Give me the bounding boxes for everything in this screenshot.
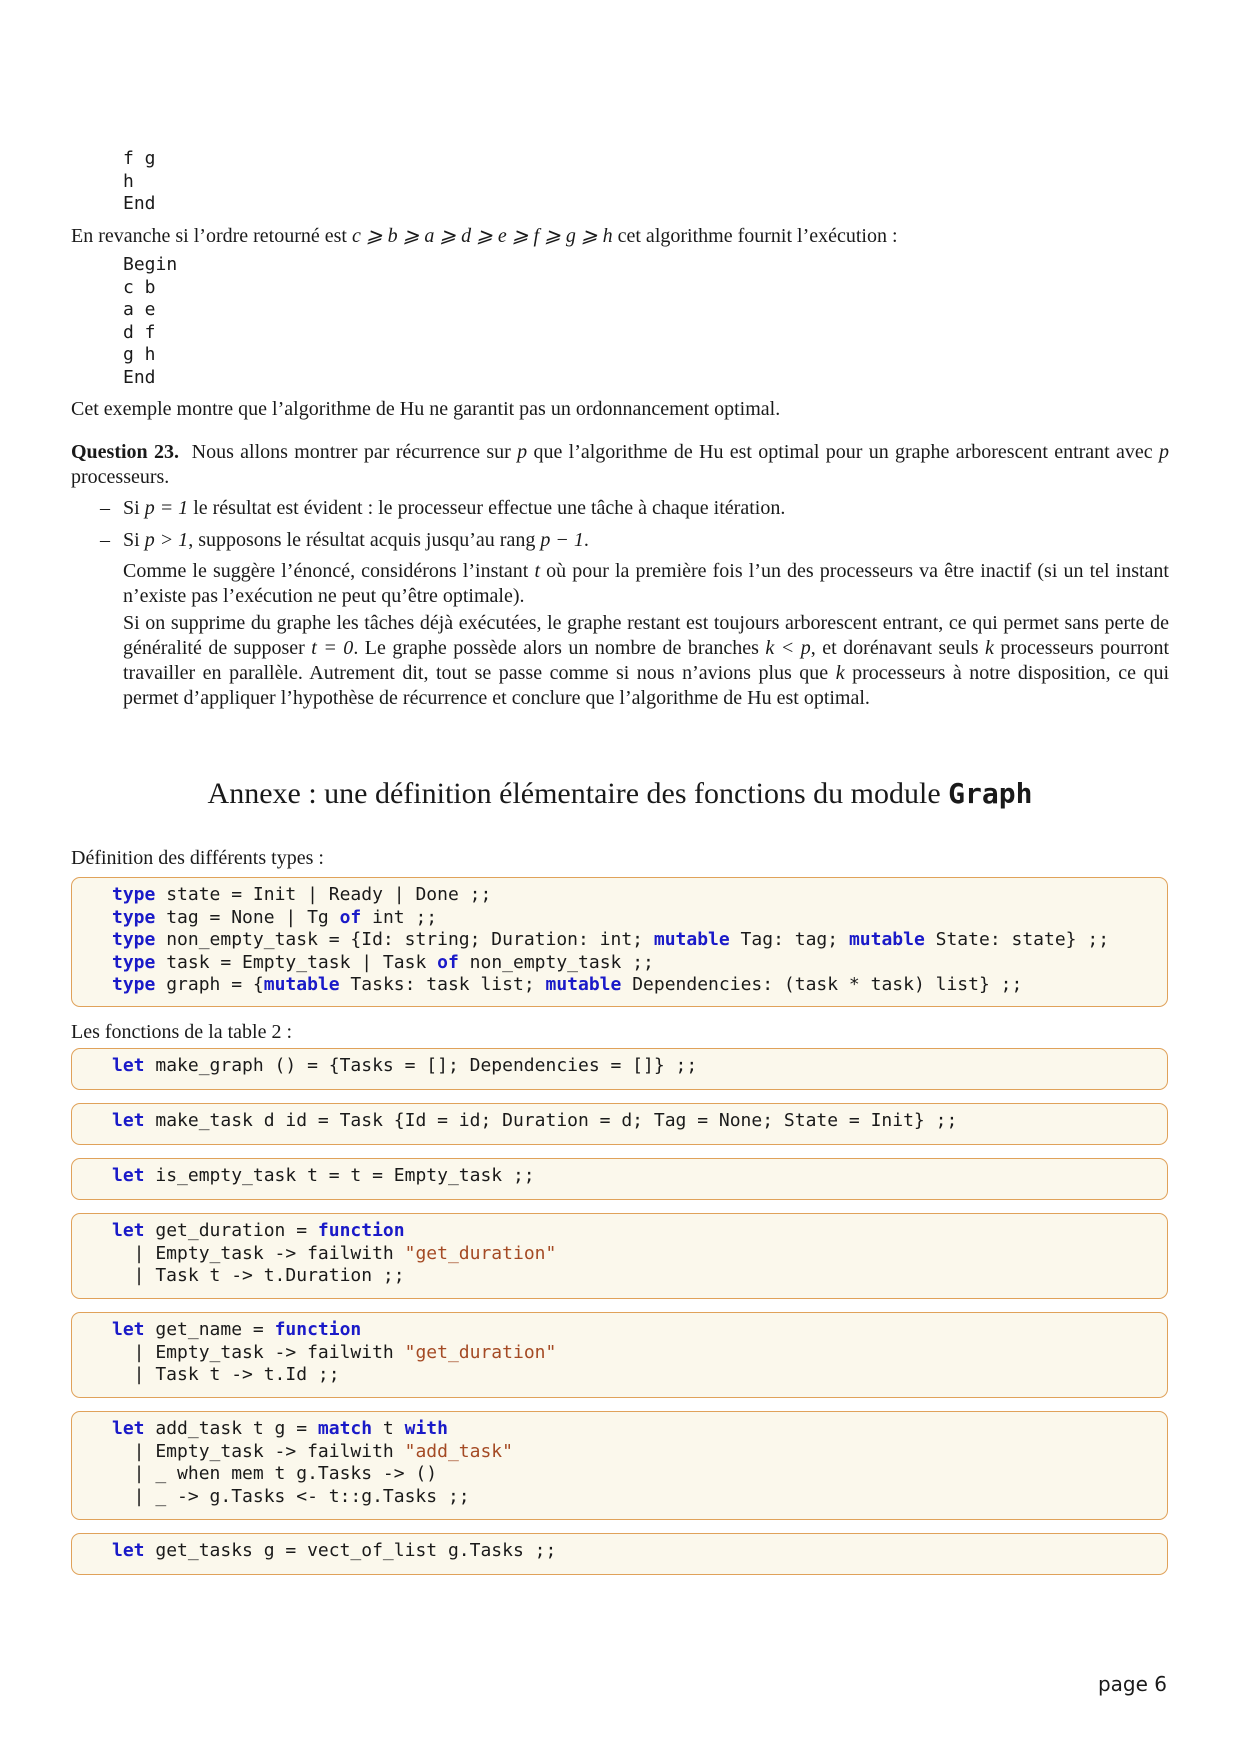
code-line: type tag = None | Tg of int ;;: [112, 906, 438, 928]
schedule-line: c b: [123, 276, 156, 298]
code-line: | _ when mem t g.Tasks -> (): [112, 1463, 438, 1484]
code-block-add-task: [71, 1411, 1168, 1520]
annex-module-name: Graph: [948, 777, 1033, 810]
code-line: | Empty_task -> failwith "get_duration": [112, 1341, 557, 1363]
text: .: [583, 529, 589, 551]
math-var: p: [1159, 441, 1169, 463]
text: Si: [123, 497, 145, 519]
code-block-is-empty-task: [71, 1158, 1168, 1200]
schedule-line: End: [123, 193, 156, 214]
code-line: type state = Init | Ready | Done ;;: [112, 884, 492, 905]
sub-paragraph-recurrence: [71, 611, 1169, 711]
text: Si on supprime du graphe les tâches déjà exécutées, le graphe restant est toujours arborescent entrant, ce qui permet sans perte de généralité de supposer: [123, 612, 1169, 659]
code-block-types: [71, 877, 1168, 1007]
code-line: | Task t -> t.Id ;;: [112, 1364, 340, 1385]
code-line: type non_empty_task = {Id: string; Duration: int; mutable Tag: tag; mutable State: state} ;;: [112, 929, 1110, 950]
code-line: let get_name = function: [112, 1319, 362, 1340]
annex-title-text: Annexe : une définition élémentaire des fonctions du module: [207, 777, 949, 810]
math: t = 0: [311, 637, 354, 659]
code-line: let get_tasks g = vect_of_list g.Tasks ;;: [112, 1540, 557, 1561]
code-line: let is_empty_task t = t = Empty_task ;;: [112, 1165, 535, 1186]
paragraph-reverse-order: [71, 224, 1169, 249]
code-line: type graph = {mutable Tasks: task list; mutable Dependencies: (task * task) list} ;;: [112, 974, 1023, 995]
math-var: t: [534, 560, 541, 582]
text: , supposons le résultat acquis jusqu’au rang: [188, 529, 541, 551]
code-block-make-task: [71, 1103, 1168, 1145]
schedule-line: h: [123, 170, 134, 192]
text: Si: [123, 529, 145, 551]
question-23: [71, 440, 1169, 490]
code-block-get-name: [71, 1312, 1168, 1398]
code-block-get-tasks: [71, 1533, 1168, 1575]
code-line: let make_graph () = {Tasks = []; Dependencies = []} ;;: [112, 1055, 698, 1076]
code-line: | _ -> g.Tasks <- t::g.Tasks ;;: [112, 1485, 470, 1507]
text: cet algorithme fournit l’exécution :: [612, 225, 898, 247]
text: . Le graphe possède alors un nombre de branches: [353, 637, 766, 659]
code-line: type task = Empty_task | Task of non_empty_task ;;: [112, 951, 654, 973]
text: processeurs à notre disposition, ce qui permet d’appliquer l’hypothèse de récurrence et conclure que l’algorithme de Hu est optimal.: [123, 662, 1170, 709]
proof-list: [71, 496, 1169, 713]
code-line: let make_task d id = Task {Id = id; Duration = d; Tag = None; State = Init} ;;: [112, 1110, 958, 1131]
question-label: Question 23.: [71, 441, 179, 463]
text: processeurs pourront travailler en parallèle. Autrement dit, tout se passe comme si nous n’avions plus que: [123, 637, 1170, 684]
math: p = 1: [144, 497, 189, 519]
text: Nous allons montrer par récurrence sur: [191, 441, 518, 463]
text: le résultat est évident : le processeur effectue une tâche à chaque itération.: [188, 497, 786, 519]
math-order: c ⩾ b ⩾ a ⩾ d ⩾ e ⩾ f ⩾ g ⩾ h: [352, 225, 613, 247]
paragraph-conclusion: Cet exemple montre que l’algorithme de Hu ne garantit pas un ordonnancement optimal.: [71, 398, 781, 420]
schedule-line: f g: [123, 148, 156, 169]
list-item: [71, 528, 1169, 553]
math-var: k: [984, 637, 994, 659]
math: p > 1: [144, 529, 189, 551]
schedule-line: End: [123, 366, 156, 388]
sub-paragraph-instant: [71, 559, 1169, 609]
annex-title: [0, 775, 1240, 813]
text: En revanche si l’ordre retourné est: [71, 225, 352, 247]
math-var: p: [517, 441, 528, 463]
math: p − 1: [540, 529, 584, 551]
code-line: let add_task t g = match t with: [112, 1418, 448, 1439]
schedule-line: a e: [123, 299, 156, 320]
text: que l’algorithme de Hu est optimal pour un graphe arborescent entrant avec: [527, 441, 1159, 463]
math: k < p: [765, 637, 811, 659]
code-line: | Empty_task -> failwith "get_duration": [112, 1242, 557, 1264]
types-intro: Définition des différents types :: [71, 847, 324, 869]
text: où pour la première fois l’un des processeurs va être inactif (si un tel instant n’existe pas l’exécution ne peut qu’être optimale).: [123, 560, 1169, 607]
code-block-make-graph: [71, 1048, 1168, 1090]
list-item: [71, 496, 1169, 521]
page-number: page 6: [1097, 1672, 1167, 1696]
text: Comme le suggère l’énoncé, considérons l’instant: [123, 560, 535, 582]
code-line: | Task t -> t.Duration ;;: [112, 1265, 405, 1286]
code-block-get-duration: [71, 1213, 1168, 1299]
dash-marker: –: [100, 529, 110, 551]
schedule-output-1: [123, 148, 156, 216]
code-line: | Empty_task -> failwith "add_task": [112, 1440, 513, 1462]
math-var: k: [835, 662, 845, 684]
code-line: let get_duration = function: [112, 1220, 405, 1241]
schedule-line: d f: [123, 321, 156, 343]
functions-intro: Les fonctions de la table 2 :: [71, 1021, 293, 1043]
schedule-line: g h: [123, 344, 156, 365]
text: processeurs.: [71, 466, 170, 488]
text: , et dorénavant seuls: [810, 637, 985, 659]
dash-marker: –: [100, 497, 110, 519]
schedule-output-2: [123, 254, 177, 389]
schedule-line: Begin: [123, 254, 178, 275]
